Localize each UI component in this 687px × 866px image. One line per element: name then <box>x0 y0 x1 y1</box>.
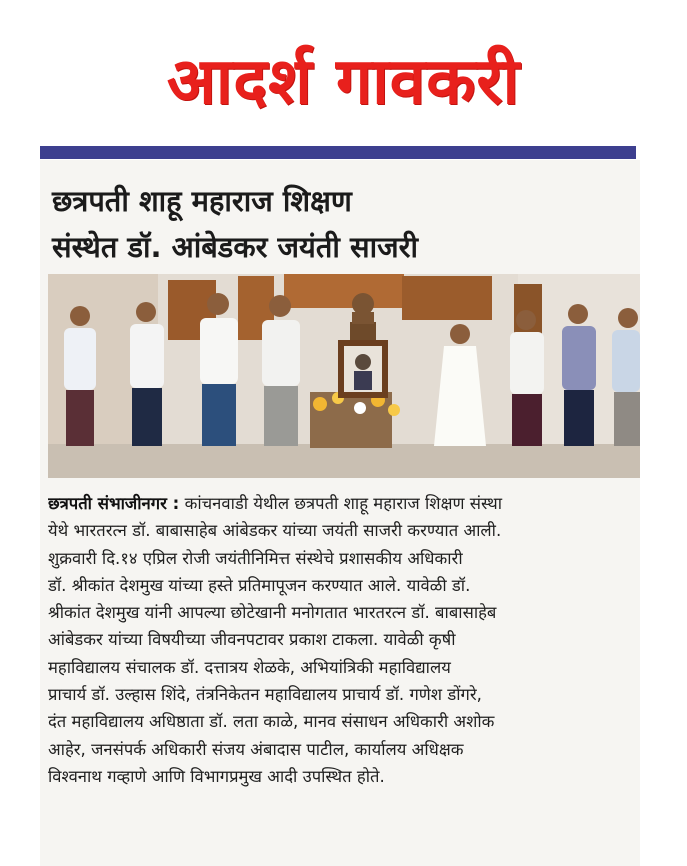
article-body <box>48 490 638 790</box>
event-photo-illustration <box>48 274 640 478</box>
article-line-2: येथे भारतरत्न डॉ. बाबासाहेब आंबेडकर यांच्या जयंती साजरी करण्यात आली. <box>48 521 502 541</box>
article-line-4: डॉ. श्रीकांत देशमुख यांच्या हस्ते प्रतिमापूजन करण्यात आले. यावेळी डॉ. <box>48 575 471 595</box>
article-line-9: दंत महाविद्यालय अधिष्ठाता डॉ. लता काळे, मानव संसाधन अधिकारी अशोक <box>48 712 495 732</box>
news-clipping <box>40 160 640 866</box>
newspaper-masthead <box>0 0 687 160</box>
newspaper-title: आदर्श गावकरी <box>166 45 521 119</box>
headline-line-1: छत्रपती शाहू महाराज शिक्षण <box>52 184 352 218</box>
article-dateline: छत्रपती संभाजीनगर : <box>48 494 180 513</box>
article-line-10: आहेर, जनसंपर्क अधिकारी संजय अंबादास पाटील, कार्यालय अधिक्षक <box>48 739 464 759</box>
article-line-1-text: कांचनवाडी येथील छत्रपती शाहू महाराज शिक्षण संस्था <box>179 494 502 513</box>
article-line-1 <box>48 490 638 517</box>
article-line-3: शुक्रवारी दि.१४ एप्रिल रोजी जयंतीनिमित्त संस्थेचे प्रशासकीय अधिकारी <box>48 548 463 568</box>
article-line-5: श्रीकांत देशमुख यांनी आपल्या छोटेखानी मनोगतात भारतरत्न डॉ. बाबासाहेब <box>48 603 497 623</box>
headline-line-2: संस्थेत डॉ. आंबेडकर जयंती साजरी <box>52 230 419 264</box>
article-line-7: महाविद्यालय संचालक डॉ. दत्तात्रय शेळके, अभियांत्रिकी महाविद्यालय <box>48 657 451 677</box>
article-line-8: प्राचार्य डॉ. उल्हास शिंदे, तंत्रनिकेतन महाविद्यालय प्राचार्य डॉ. गणेश डोंगरे, <box>48 685 482 705</box>
event-photo <box>48 274 640 478</box>
masthead-divider <box>40 146 636 159</box>
article-headline <box>52 178 632 270</box>
article-line-6: आंबेडकर यांच्या विषयीच्या जीवनपटावर प्रकाश टाकला. यावेळी कृषी <box>48 630 456 650</box>
article-line-11: विश्वनाथ गव्हाणे आणि विभागप्रमुख आदी उपस्थित होते. <box>48 766 385 786</box>
